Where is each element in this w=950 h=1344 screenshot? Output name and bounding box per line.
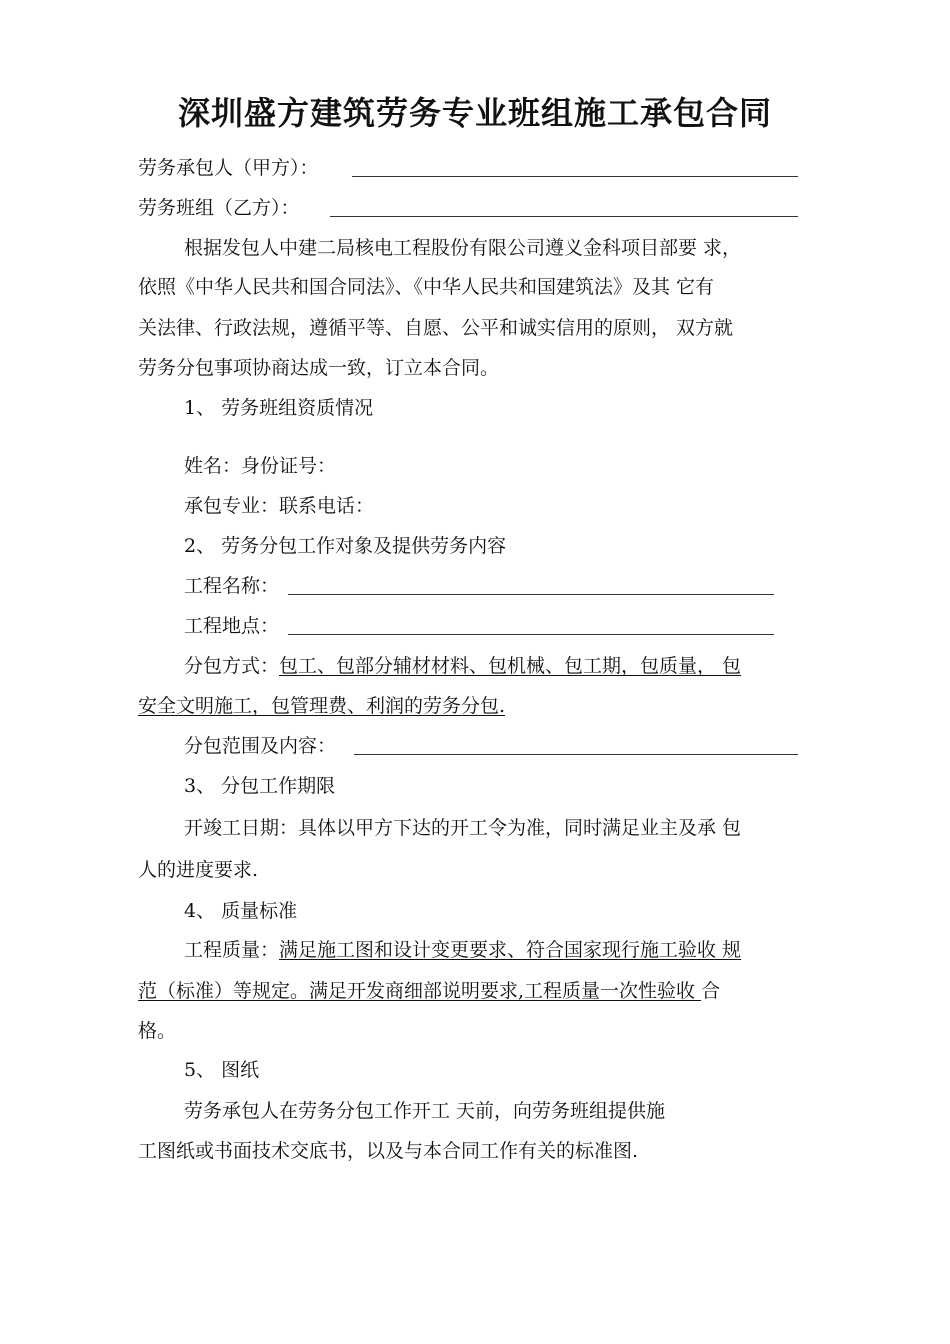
specialty-phone-line: 承包专业：联系电话：: [184, 495, 375, 517]
project-site-label: 工程地点：: [184, 615, 280, 637]
method-text-1: 包工、包部分辅材材料、包机械、包工期，包质量， 包: [279, 655, 742, 677]
party-a-blank[interactable]: [352, 176, 798, 177]
scope-label: 分包范围及内容：: [184, 735, 337, 757]
schedule-line-2: 人的进度要求.: [138, 859, 259, 881]
method-line-2: [138, 691, 814, 721]
intro-line-2: 依照《中华人民共和国合同法》、《中华人民共和国建筑法》及其 它有: [138, 276, 715, 298]
section-4-heading: 4、 质量标准: [184, 900, 298, 922]
method-line-1: [184, 651, 814, 681]
quality-line-2: [138, 976, 814, 1006]
section-5-heading: 5、 图纸: [184, 1059, 260, 1081]
project-site-blank[interactable]: [288, 634, 774, 635]
section-1-heading: 1、 劳务班组资质情况: [184, 397, 374, 419]
scope-blank[interactable]: [354, 754, 798, 755]
method-text-2: 安全文明施工，包管理费、利润的劳务分包.: [138, 695, 506, 717]
party-b-label: 劳务班组（乙方）：: [138, 197, 300, 219]
drawings-line-1: 劳务承包人在劳务分包工作开工 天前，向劳务班组提供施: [184, 1100, 666, 1122]
project-name-label: 工程名称：: [184, 575, 280, 597]
quality-text-2: 范（标准）等规定。满足开发商细部说明要求,工程质量一次性验收: [138, 980, 702, 1002]
name-id-line: 姓名：身份证号：: [184, 455, 337, 477]
method-label: 分包方式：: [184, 655, 280, 677]
quality-text-2-rest: 合: [701, 980, 721, 1002]
quality-text-1: 满足施工图和设计变更要求、符合国家现行施工验收 规: [279, 939, 742, 961]
document-title: 深圳盛方建筑劳务专业班组施工承包合同: [177, 94, 772, 132]
section-3-heading: 3、 分包工作期限: [184, 775, 336, 797]
drawings-line-2: 工图纸或书面技术交底书，以及与本合同工作有关的标准图.: [138, 1140, 639, 1162]
intro-line-1: 根据发包人中建二局核电工程股份有限公司遵义金科项目部要 求，: [184, 237, 742, 259]
section-2-heading: 2、 劳务分包工作对象及提供劳务内容: [184, 535, 507, 557]
quality-label: 工程质量：: [184, 939, 280, 961]
schedule-line-1: 开竣工日期：具体以甲方下达的开工令为准，同时满足业主及承 包: [184, 817, 742, 839]
intro-line-3: 关法律、行政法规，遵循平等、自愿、公平和诚实信用的原则， 双方就: [138, 317, 734, 339]
project-name-blank[interactable]: [288, 594, 774, 595]
party-a-label: 劳务承包人（甲方）：: [138, 157, 319, 179]
quality-line-1: [184, 935, 814, 965]
quality-line-3: 格。: [138, 1020, 177, 1042]
intro-line-4: 劳务分包事项协商达成一致，订立本合同。: [138, 357, 500, 379]
party-b-blank[interactable]: [330, 216, 798, 217]
